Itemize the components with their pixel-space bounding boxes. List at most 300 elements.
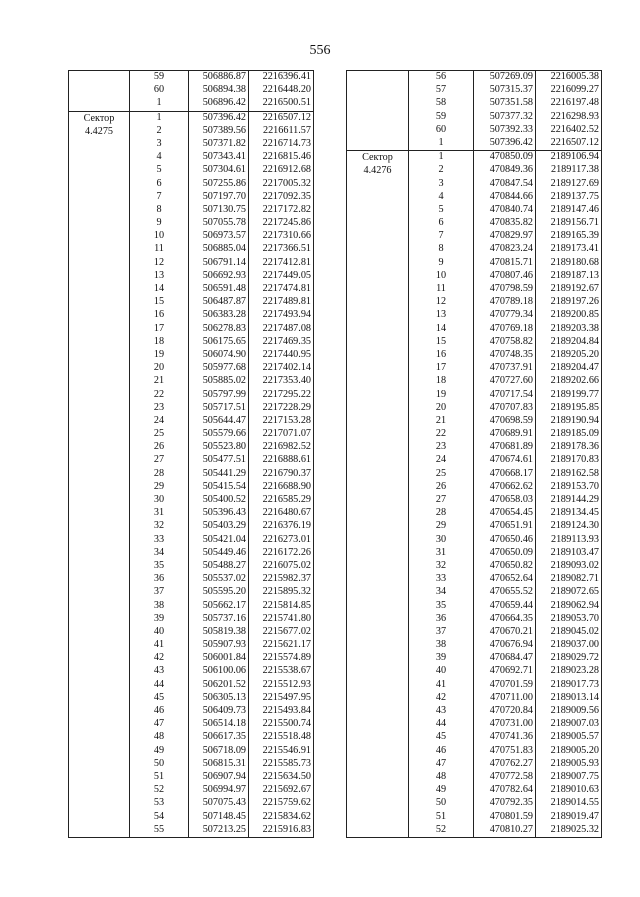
x-coordinate-cell: 470652.64 xyxy=(474,573,536,586)
sector-cell xyxy=(347,547,409,560)
sector-cell xyxy=(69,375,130,388)
sector-cell xyxy=(347,652,409,665)
table-row xyxy=(69,613,314,626)
point-number-cell: 21 xyxy=(409,415,474,428)
point-number-cell: 16 xyxy=(130,309,189,322)
x-coordinate-cell: 507197.70 xyxy=(189,191,249,204)
y-coordinate-cell: 2217172.82 xyxy=(249,204,314,217)
x-coordinate-cell: 505396.43 xyxy=(189,507,249,520)
sector-cell xyxy=(347,494,409,507)
x-coordinate-cell: 470779.34 xyxy=(474,309,536,322)
table-row xyxy=(69,97,314,111)
x-coordinate-cell: 507389.56 xyxy=(189,125,249,138)
table-row xyxy=(69,441,314,454)
x-coordinate-cell: 470815.71 xyxy=(474,257,536,270)
y-coordinate-cell: 2216912.68 xyxy=(249,164,314,177)
sector-cell xyxy=(69,243,130,256)
sector-cell xyxy=(347,349,409,362)
y-coordinate-cell: 2216396.41 xyxy=(249,71,314,85)
x-coordinate-cell: 505415.54 xyxy=(189,481,249,494)
sector-cell xyxy=(69,454,130,467)
x-coordinate-cell: 505403.29 xyxy=(189,520,249,533)
y-coordinate-cell: 2217353.40 xyxy=(249,375,314,388)
y-coordinate-cell: 2189205.20 xyxy=(536,349,602,362)
table-row xyxy=(69,520,314,533)
point-number-cell: 51 xyxy=(409,811,474,824)
table-row xyxy=(69,481,314,494)
y-coordinate-cell: 2216507.12 xyxy=(536,137,602,151)
y-coordinate-cell: 2215574.89 xyxy=(249,652,314,665)
point-number-cell: 13 xyxy=(130,270,189,283)
x-coordinate-cell: 505449.46 xyxy=(189,547,249,560)
point-number-cell: 5 xyxy=(130,164,189,177)
table-row xyxy=(69,428,314,441)
point-number-cell: 13 xyxy=(409,309,474,322)
point-number-cell: 34 xyxy=(409,586,474,599)
x-coordinate-cell: 470655.52 xyxy=(474,586,536,599)
sector-cell xyxy=(69,560,130,573)
y-coordinate-cell: 2189203.38 xyxy=(536,323,602,336)
x-coordinate-cell: 470782.64 xyxy=(474,784,536,797)
sector-cell xyxy=(69,402,130,415)
sector-cell xyxy=(347,402,409,415)
table-row xyxy=(69,415,314,428)
sector-cell xyxy=(347,705,409,718)
point-number-cell: 41 xyxy=(130,639,189,652)
sector-cell xyxy=(69,758,130,771)
sector-label: Сектор 4.4276 xyxy=(362,152,393,177)
point-number-cell: 27 xyxy=(409,494,474,507)
point-number-cell: 37 xyxy=(409,626,474,639)
table-row xyxy=(69,824,314,838)
y-coordinate-cell: 2189093.02 xyxy=(536,560,602,573)
x-coordinate-cell: 506885.04 xyxy=(189,243,249,256)
table-row xyxy=(347,111,602,124)
point-number-cell: 17 xyxy=(130,323,189,336)
point-number-cell: 20 xyxy=(130,362,189,375)
sector-cell xyxy=(347,257,409,270)
table-row xyxy=(347,731,602,744)
x-coordinate-cell: 470692.71 xyxy=(474,665,536,678)
point-number-cell: 19 xyxy=(130,349,189,362)
table-row xyxy=(347,507,602,520)
x-coordinate-cell: 506886.87 xyxy=(189,71,249,85)
sector-cell xyxy=(69,164,130,177)
x-coordinate-cell: 470789.18 xyxy=(474,296,536,309)
point-number-cell: 48 xyxy=(130,731,189,744)
sector-cell xyxy=(69,534,130,547)
x-coordinate-cell: 505421.04 xyxy=(189,534,249,547)
table-row xyxy=(69,784,314,797)
table-row xyxy=(69,257,314,270)
point-number-cell: 38 xyxy=(409,639,474,652)
sector-cell xyxy=(69,151,130,164)
sector-cell xyxy=(69,191,130,204)
x-coordinate-cell: 470844.66 xyxy=(474,191,536,204)
table-row xyxy=(69,771,314,784)
table-row xyxy=(347,745,602,758)
point-number-cell: 17 xyxy=(409,362,474,375)
table-row xyxy=(347,652,602,665)
x-coordinate-cell: 470758.82 xyxy=(474,336,536,349)
point-number-cell: 49 xyxy=(130,745,189,758)
table-row xyxy=(347,71,602,85)
y-coordinate-cell: 2189103.47 xyxy=(536,547,602,560)
point-number-cell: 25 xyxy=(409,468,474,481)
x-coordinate-cell: 505441.29 xyxy=(189,468,249,481)
x-coordinate-cell: 506409.73 xyxy=(189,705,249,718)
x-coordinate-cell: 507392.33 xyxy=(474,124,536,137)
point-number-cell: 38 xyxy=(130,600,189,613)
x-coordinate-cell: 470668.17 xyxy=(474,468,536,481)
table-row xyxy=(347,402,602,415)
x-coordinate-cell: 470741.36 xyxy=(474,731,536,744)
table-row xyxy=(347,626,602,639)
y-coordinate-cell: 2217153.28 xyxy=(249,415,314,428)
point-number-cell: 29 xyxy=(409,520,474,533)
sector-cell xyxy=(347,797,409,810)
table-row xyxy=(347,204,602,217)
point-number-cell: 50 xyxy=(130,758,189,771)
sector-cell xyxy=(347,296,409,309)
sector-cell xyxy=(69,323,130,336)
point-number-cell: 11 xyxy=(130,243,189,256)
y-coordinate-cell: 2216611.57 xyxy=(249,125,314,138)
table-row xyxy=(69,547,314,560)
table-row xyxy=(69,718,314,731)
point-number-cell: 30 xyxy=(409,534,474,547)
table-row xyxy=(69,679,314,692)
table-row xyxy=(347,665,602,678)
point-number-cell: 47 xyxy=(130,718,189,731)
x-coordinate-cell: 505662.17 xyxy=(189,600,249,613)
y-coordinate-cell: 2217071.07 xyxy=(249,428,314,441)
sector-label: Сектор 4.4275 xyxy=(83,112,115,137)
x-coordinate-cell: 470801.59 xyxy=(474,811,536,824)
sector-cell xyxy=(69,71,130,85)
table-row xyxy=(69,362,314,375)
sector-cell xyxy=(69,547,130,560)
point-number-cell: 31 xyxy=(130,507,189,520)
x-coordinate-cell: 470835.82 xyxy=(474,217,536,230)
y-coordinate-cell: 2189005.20 xyxy=(536,745,602,758)
sector-cell xyxy=(347,151,409,177)
sector-cell xyxy=(69,97,130,111)
point-number-cell: 30 xyxy=(130,494,189,507)
sector-cell xyxy=(69,586,130,599)
sector-cell xyxy=(347,665,409,678)
table-row xyxy=(69,758,314,771)
sector-cell xyxy=(69,797,130,810)
y-coordinate-cell: 2189153.70 xyxy=(536,481,602,494)
x-coordinate-cell: 470748.35 xyxy=(474,349,536,362)
x-coordinate-cell: 506201.52 xyxy=(189,679,249,692)
y-coordinate-cell: 2189007.03 xyxy=(536,718,602,731)
y-coordinate-cell: 2189173.41 xyxy=(536,243,602,256)
table-row xyxy=(69,692,314,705)
x-coordinate-cell: 470711.00 xyxy=(474,692,536,705)
point-number-cell: 35 xyxy=(130,560,189,573)
point-number-cell: 3 xyxy=(409,178,474,191)
y-coordinate-cell: 2215834.62 xyxy=(249,811,314,824)
sector-cell xyxy=(347,679,409,692)
y-coordinate-cell: 2216688.90 xyxy=(249,481,314,494)
sector-cell xyxy=(347,323,409,336)
x-coordinate-cell: 470650.46 xyxy=(474,534,536,547)
point-number-cell: 25 xyxy=(130,428,189,441)
table-row xyxy=(347,309,602,322)
point-number-cell: 37 xyxy=(130,586,189,599)
sector-cell xyxy=(69,296,130,309)
sector-cell xyxy=(69,138,130,151)
sector-cell xyxy=(347,573,409,586)
table-row xyxy=(69,178,314,191)
point-number-cell: 60 xyxy=(409,124,474,137)
sector-cell xyxy=(69,771,130,784)
x-coordinate-cell: 506001.84 xyxy=(189,652,249,665)
point-number-cell: 40 xyxy=(130,626,189,639)
point-number-cell: 55 xyxy=(130,824,189,838)
y-coordinate-cell: 2189187.13 xyxy=(536,270,602,283)
point-number-cell: 12 xyxy=(409,296,474,309)
table-row xyxy=(69,151,314,164)
point-number-cell: 1 xyxy=(130,97,189,111)
table-row xyxy=(69,349,314,362)
table-row xyxy=(69,283,314,296)
table-row xyxy=(69,270,314,283)
sector-cell xyxy=(347,243,409,256)
point-number-cell: 34 xyxy=(130,547,189,560)
y-coordinate-cell: 2216585.29 xyxy=(249,494,314,507)
x-coordinate-cell: 507213.25 xyxy=(189,824,249,838)
y-coordinate-cell: 2215634.50 xyxy=(249,771,314,784)
table-row xyxy=(347,257,602,270)
table-row xyxy=(347,560,602,573)
point-number-cell: 27 xyxy=(130,454,189,467)
y-coordinate-cell: 2216448.20 xyxy=(249,84,314,97)
y-coordinate-cell: 2217005.32 xyxy=(249,178,314,191)
point-number-cell: 18 xyxy=(130,336,189,349)
x-coordinate-cell: 507377.32 xyxy=(474,111,536,124)
y-coordinate-cell: 2217469.35 xyxy=(249,336,314,349)
point-number-cell: 2 xyxy=(409,164,474,177)
table-row xyxy=(347,375,602,388)
x-coordinate-cell: 505537.02 xyxy=(189,573,249,586)
y-coordinate-cell: 2215585.73 xyxy=(249,758,314,771)
y-coordinate-cell: 2216982.52 xyxy=(249,441,314,454)
point-number-cell: 14 xyxy=(409,323,474,336)
sector-cell xyxy=(69,389,130,402)
y-coordinate-cell: 2189010.63 xyxy=(536,784,602,797)
y-coordinate-cell: 2189162.58 xyxy=(536,468,602,481)
point-number-cell: 23 xyxy=(409,441,474,454)
y-coordinate-cell: 2189106.94 xyxy=(536,151,602,165)
x-coordinate-cell: 507343.41 xyxy=(189,151,249,164)
x-coordinate-cell: 507148.45 xyxy=(189,811,249,824)
y-coordinate-cell: 2215621.17 xyxy=(249,639,314,652)
point-number-cell: 59 xyxy=(409,111,474,124)
y-coordinate-cell: 2217449.05 xyxy=(249,270,314,283)
x-coordinate-cell: 507315.37 xyxy=(474,84,536,97)
x-coordinate-cell: 507269.09 xyxy=(474,71,536,85)
table-row xyxy=(347,323,602,336)
table-row xyxy=(347,586,602,599)
x-coordinate-cell: 507255.86 xyxy=(189,178,249,191)
y-coordinate-cell: 2216172.26 xyxy=(249,547,314,560)
table-row xyxy=(347,481,602,494)
y-coordinate-cell: 2215982.37 xyxy=(249,573,314,586)
table-row xyxy=(69,626,314,639)
x-coordinate-cell: 506305.13 xyxy=(189,692,249,705)
sector-cell xyxy=(69,639,130,652)
point-number-cell: 4 xyxy=(409,191,474,204)
x-coordinate-cell: 505797.99 xyxy=(189,389,249,402)
sector-cell xyxy=(69,507,130,520)
point-number-cell: 1 xyxy=(130,111,189,125)
point-number-cell: 15 xyxy=(409,336,474,349)
table-row xyxy=(69,454,314,467)
sector-cell xyxy=(347,375,409,388)
y-coordinate-cell: 2216099.27 xyxy=(536,84,602,97)
x-coordinate-cell: 506815.31 xyxy=(189,758,249,771)
y-coordinate-cell: 2217474.81 xyxy=(249,283,314,296)
sector-cell xyxy=(347,454,409,467)
sector-cell xyxy=(69,613,130,626)
y-coordinate-cell: 2189017.73 xyxy=(536,679,602,692)
y-coordinate-cell: 2189005.93 xyxy=(536,758,602,771)
sector-cell xyxy=(69,428,130,441)
y-coordinate-cell: 2189197.26 xyxy=(536,296,602,309)
sector-cell xyxy=(69,336,130,349)
x-coordinate-cell: 506074.90 xyxy=(189,349,249,362)
x-coordinate-cell: 506100.06 xyxy=(189,665,249,678)
y-coordinate-cell: 2189204.84 xyxy=(536,336,602,349)
x-coordinate-cell: 470684.47 xyxy=(474,652,536,665)
sector-cell xyxy=(347,111,409,124)
y-coordinate-cell: 2189165.39 xyxy=(536,230,602,243)
y-coordinate-cell: 2217412.81 xyxy=(249,257,314,270)
table-row xyxy=(69,402,314,415)
table-row xyxy=(69,217,314,230)
sector-cell xyxy=(347,692,409,705)
y-coordinate-cell: 2189127.69 xyxy=(536,178,602,191)
y-coordinate-cell: 2217228.29 xyxy=(249,402,314,415)
y-coordinate-cell: 2189053.70 xyxy=(536,613,602,626)
table-row xyxy=(347,454,602,467)
table-row xyxy=(347,362,602,375)
sector-cell xyxy=(69,230,130,243)
sector-cell xyxy=(347,309,409,322)
x-coordinate-cell: 506994.97 xyxy=(189,784,249,797)
x-coordinate-cell: 470650.09 xyxy=(474,547,536,560)
point-number-cell: 19 xyxy=(409,389,474,402)
y-coordinate-cell: 2217092.35 xyxy=(249,191,314,204)
sector-cell xyxy=(347,71,409,85)
table-row xyxy=(69,652,314,665)
sector-cell xyxy=(347,336,409,349)
point-number-cell: 28 xyxy=(130,468,189,481)
point-number-cell: 42 xyxy=(409,692,474,705)
x-coordinate-cell: 507055.78 xyxy=(189,217,249,230)
sector-cell xyxy=(347,137,409,151)
table-row xyxy=(347,296,602,309)
y-coordinate-cell: 2215916.83 xyxy=(249,824,314,838)
x-coordinate-cell: 505977.68 xyxy=(189,362,249,375)
sector-cell xyxy=(347,639,409,652)
point-number-cell: 18 xyxy=(409,375,474,388)
point-number-cell: 8 xyxy=(409,243,474,256)
sector-cell xyxy=(347,191,409,204)
sector-cell xyxy=(69,784,130,797)
y-coordinate-cell: 2189185.09 xyxy=(536,428,602,441)
sector-cell xyxy=(69,349,130,362)
point-number-cell: 45 xyxy=(409,731,474,744)
coordinates-table-left xyxy=(68,70,314,838)
sector-cell xyxy=(347,468,409,481)
table-row xyxy=(69,84,314,97)
x-coordinate-cell: 470658.03 xyxy=(474,494,536,507)
point-number-cell: 20 xyxy=(409,402,474,415)
point-number-cell: 15 xyxy=(130,296,189,309)
point-number-cell: 26 xyxy=(409,481,474,494)
point-number-cell: 10 xyxy=(409,270,474,283)
x-coordinate-cell: 505717.51 xyxy=(189,402,249,415)
y-coordinate-cell: 2217440.95 xyxy=(249,349,314,362)
sector-cell xyxy=(347,415,409,428)
sector-cell xyxy=(347,745,409,758)
y-coordinate-cell: 2217487.08 xyxy=(249,323,314,336)
x-coordinate-cell: 470664.35 xyxy=(474,613,536,626)
x-coordinate-cell: 506383.28 xyxy=(189,309,249,322)
page-number: 556 xyxy=(309,43,331,58)
y-coordinate-cell: 2216005.38 xyxy=(536,71,602,85)
x-coordinate-cell: 470807.46 xyxy=(474,270,536,283)
point-number-cell: 3 xyxy=(130,138,189,151)
table-row xyxy=(69,164,314,177)
x-coordinate-cell: 470681.89 xyxy=(474,441,536,454)
sector-cell xyxy=(69,283,130,296)
point-number-cell: 44 xyxy=(130,679,189,692)
table-row xyxy=(347,547,602,560)
x-coordinate-cell: 505400.52 xyxy=(189,494,249,507)
table-row xyxy=(347,415,602,428)
table-row xyxy=(69,705,314,718)
y-coordinate-cell: 2189072.65 xyxy=(536,586,602,599)
sector-cell xyxy=(69,824,130,838)
sector-cell xyxy=(69,731,130,744)
x-coordinate-cell: 470731.00 xyxy=(474,718,536,731)
x-coordinate-cell: 507371.82 xyxy=(189,138,249,151)
sector-cell xyxy=(347,718,409,731)
table-row xyxy=(347,613,602,626)
sector-cell xyxy=(347,600,409,613)
point-number-cell: 29 xyxy=(130,481,189,494)
y-coordinate-cell: 2189005.57 xyxy=(536,731,602,744)
sector-cell xyxy=(347,520,409,533)
x-coordinate-cell: 470829.97 xyxy=(474,230,536,243)
point-number-cell: 8 xyxy=(130,204,189,217)
table-row xyxy=(347,718,602,731)
x-coordinate-cell: 506973.57 xyxy=(189,230,249,243)
sector-cell xyxy=(347,84,409,97)
y-coordinate-cell: 2189200.85 xyxy=(536,309,602,322)
point-number-cell: 14 xyxy=(130,283,189,296)
sector-cell xyxy=(347,784,409,797)
y-coordinate-cell: 2215497.95 xyxy=(249,692,314,705)
table-row xyxy=(347,137,602,151)
x-coordinate-cell: 506278.83 xyxy=(189,323,249,336)
table-row xyxy=(69,323,314,336)
